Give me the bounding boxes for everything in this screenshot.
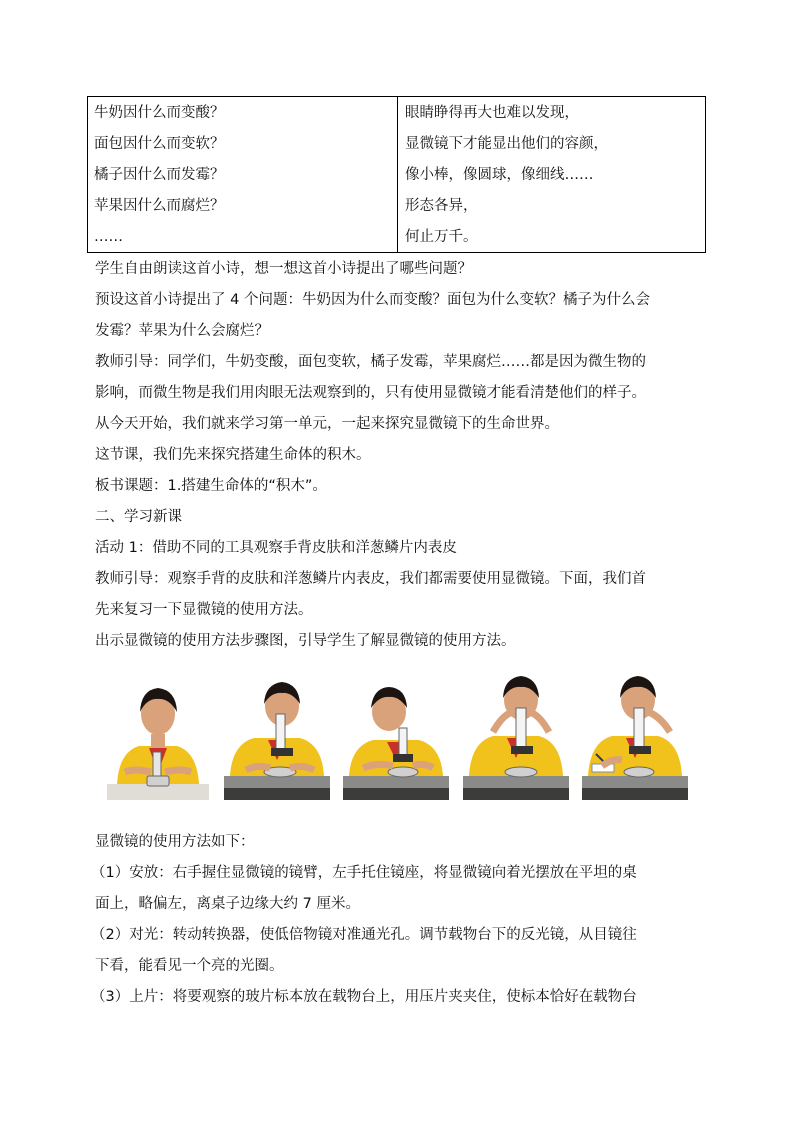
section-heading: 二、学习新课 xyxy=(95,509,182,525)
student-microscope-image xyxy=(463,668,569,800)
poem-right-line: 眼睛睁得再大也难以发现， xyxy=(405,105,579,121)
microscope-step-photo-4 xyxy=(463,668,569,800)
poem-left-line: …… xyxy=(94,229,123,245)
poem-left-line: 苹果因什么而腐烂？ xyxy=(94,198,225,214)
poem-right-line: 何止万千。 xyxy=(405,229,478,245)
poem-left-line: 面包因什么而变软？ xyxy=(94,136,225,152)
student-microscope-image xyxy=(105,668,211,800)
microscope-step-photo-2 xyxy=(224,668,330,800)
poem-left-line: 橘子因什么而发霉？ xyxy=(94,167,225,183)
step-line: 下看，能看见一个亮的光圈。 xyxy=(95,958,284,974)
poem-right-line: 像小棒，像圆球，像细线…… xyxy=(405,167,594,183)
paragraph-line: 教师引导：同学们，牛奶变酸，面包变软，橘子发霉，苹果腐烂……都是因为微生物的 xyxy=(95,354,646,370)
student-microscope-image xyxy=(582,668,688,800)
paragraph-line: 影响，而微生物是我们用肉眼无法观察到的，只有使用显微镜才能看清楚他们的样子。 xyxy=(95,385,646,401)
paragraph-line: 出示显微镜的使用方法步骤图，引导学生了解显微镜的使用方法。 xyxy=(95,633,516,649)
paragraph-line: 学生自由朗读这首小诗，想一想这首小诗提出了哪些问题？ xyxy=(95,261,472,277)
paragraph-line: 发霉？苹果为什么会腐烂？ xyxy=(95,323,269,339)
paragraph-line: 预设这首小诗提出了 4 个问题：牛奶因为什么而变酸？面包为什么变软？橘子为什么会 xyxy=(95,292,650,308)
activity-heading: 活动 1：借助不同的工具观察手背皮肤和洋葱鳞片内表皮 xyxy=(95,540,457,556)
microscope-step-photo-5 xyxy=(582,668,688,800)
paragraph-line: 先来复习一下显微镜的使用方法。 xyxy=(95,602,313,618)
poem-right-column xyxy=(398,97,705,252)
microscope-step-photo-3 xyxy=(343,668,449,800)
paragraph-line: 教师引导：观察手背的皮肤和洋葱鳞片内表皮，我们都需要使用显微镜。下面，我们首 xyxy=(95,571,646,587)
poem-right-line: 显微镜下才能显出他们的容颜， xyxy=(405,136,608,152)
step-line: （1）安放：右手握住显微镜的镜臂，左手托住镜座，将显微镜向着光摆放在平坦的桌 xyxy=(91,865,637,881)
poem-right-line: 形态各异， xyxy=(405,198,478,214)
paragraph-line: 从今天开始，我们就来学习第一单元，一起来探究显微镜下的生命世界。 xyxy=(95,416,559,432)
poem-left-column xyxy=(88,97,398,252)
student-microscope-image xyxy=(343,668,449,800)
paragraph-line: 板书课题：1.搭建生命体的“积木”。 xyxy=(95,478,327,494)
poem-left-line: 牛奶因什么而变酸？ xyxy=(94,105,225,121)
paragraph-line: 这节课，我们先来探究搭建生命体的积木。 xyxy=(95,447,371,463)
student-microscope-image xyxy=(224,668,330,800)
microscope-step-photo-1 xyxy=(105,668,211,800)
step-line: （3）上片：将要观察的玻片标本放在载物台上，用压片夹夹住，使标本恰好在载物台 xyxy=(91,989,637,1005)
poem-table xyxy=(87,96,706,253)
step-line: 面上，略偏左，离桌子边缘大约 7 厘米。 xyxy=(95,896,360,912)
step-line: （2）对光：转动转换器，使低倍物镜对准通光孔。调节载物台下的反光镜，从目镜往 xyxy=(91,927,637,943)
steps-intro: 显微镜的使用方法如下： xyxy=(95,834,255,850)
